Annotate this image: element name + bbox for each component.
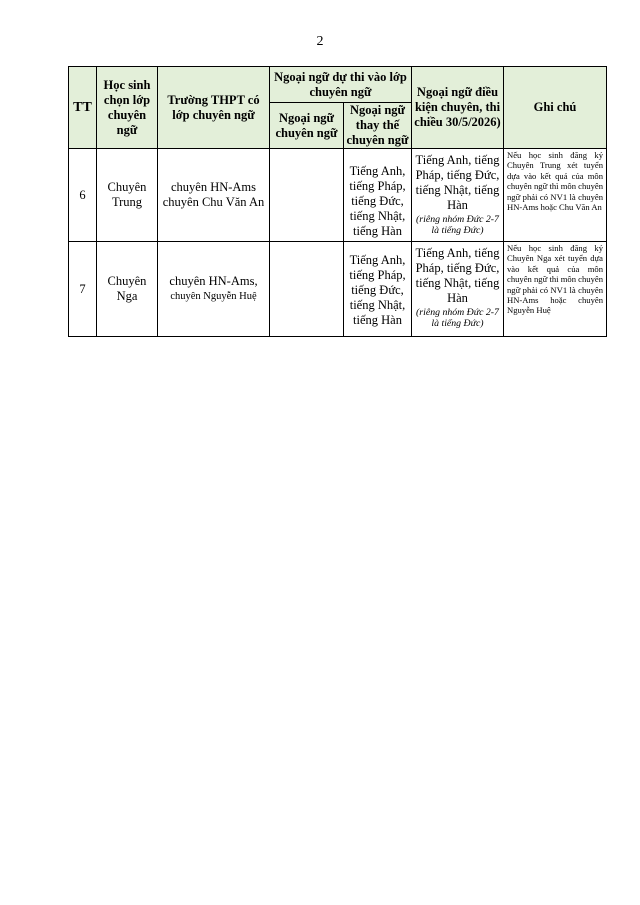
school-line: chuyên HN-Ams [170,180,257,194]
conditional-lang-note: (riêng nhóm Đức 2-7 là tiếng Đức) [416,214,499,236]
row-major-lang [270,149,344,242]
row-school [158,242,270,337]
row-note: Nếu học sinh đăng ký Chuyên Trung xét tuyển dựa vào kết quả của môn chuyên ngữ thì môn chuyên ngữ phải có NV1 là chuyên HN-Ams hoặc Chu Văn An [504,149,607,242]
header-conditional-lang: Ngoại ngữ điều kiện chuyên, thi chiều 30/5/2026) [412,67,504,149]
row-major-lang [270,242,344,337]
header-foreign-lang-major: Ngoại ngữ chuyên ngữ [270,103,344,149]
conditional-lang-note: (riêng nhóm Đức 2-7 là tiếng Đức) [416,307,499,329]
table-header-row [69,67,607,103]
header-foreign-lang-group: Ngoại ngữ dự thi vào lớp chuyên ngữ [270,67,412,103]
row-choice: Chuyên Nga [97,242,158,337]
header-notes: Ghi chú [504,67,607,149]
row-tt: 6 [69,149,97,242]
table-row [69,149,607,242]
school-line: chuyên HN-Ams, [169,274,258,288]
row-choice: Chuyên Trung [97,149,158,242]
conditional-lang-text: Tiếng Anh, tiếng Pháp, tiếng Đức, tiếng Nhật, tiếng Hàn [415,246,500,305]
row-conditional-lang [412,242,504,337]
header-school: Trường THPT có lớp chuyên ngữ [158,67,270,149]
row-tt: 7 [69,242,97,337]
row-note: Nếu học sinh đăng ký Chuyên Nga xét tuyển dựa vào kết quả của môn chuyên ngữ thi môn chuyên ngữ phải có NV1 là chuyên HN-Ams hoặc chuyên Nguyễn Huệ [504,242,607,337]
table-row [69,242,607,337]
header-student-choice: Học sinh chọn lớp chuyên ngữ [97,67,158,149]
admission-table [68,66,607,337]
school-line: chuyên Nguyễn Huệ [170,291,257,302]
row-substitute-lang: Tiếng Anh, tiếng Pháp, tiếng Đức, tiếng Nhật, tiếng Hàn [344,149,412,242]
page-number: 2 [316,34,324,49]
row-conditional-lang [412,149,504,242]
conditional-lang-text: Tiếng Anh, tiếng Pháp, tiếng Đức, tiếng Nhật, tiếng Hàn [415,153,500,212]
header-foreign-lang-substitute: Ngoại ngữ thay thế chuyên ngữ [344,103,412,149]
row-school [158,149,270,242]
header-tt: TT [69,67,97,149]
school-line: chuyên Chu Văn An [162,195,265,209]
row-substitute-lang: Tiếng Anh, tiếng Pháp, tiếng Đức, tiếng Nhật, tiếng Hàn [344,242,412,337]
